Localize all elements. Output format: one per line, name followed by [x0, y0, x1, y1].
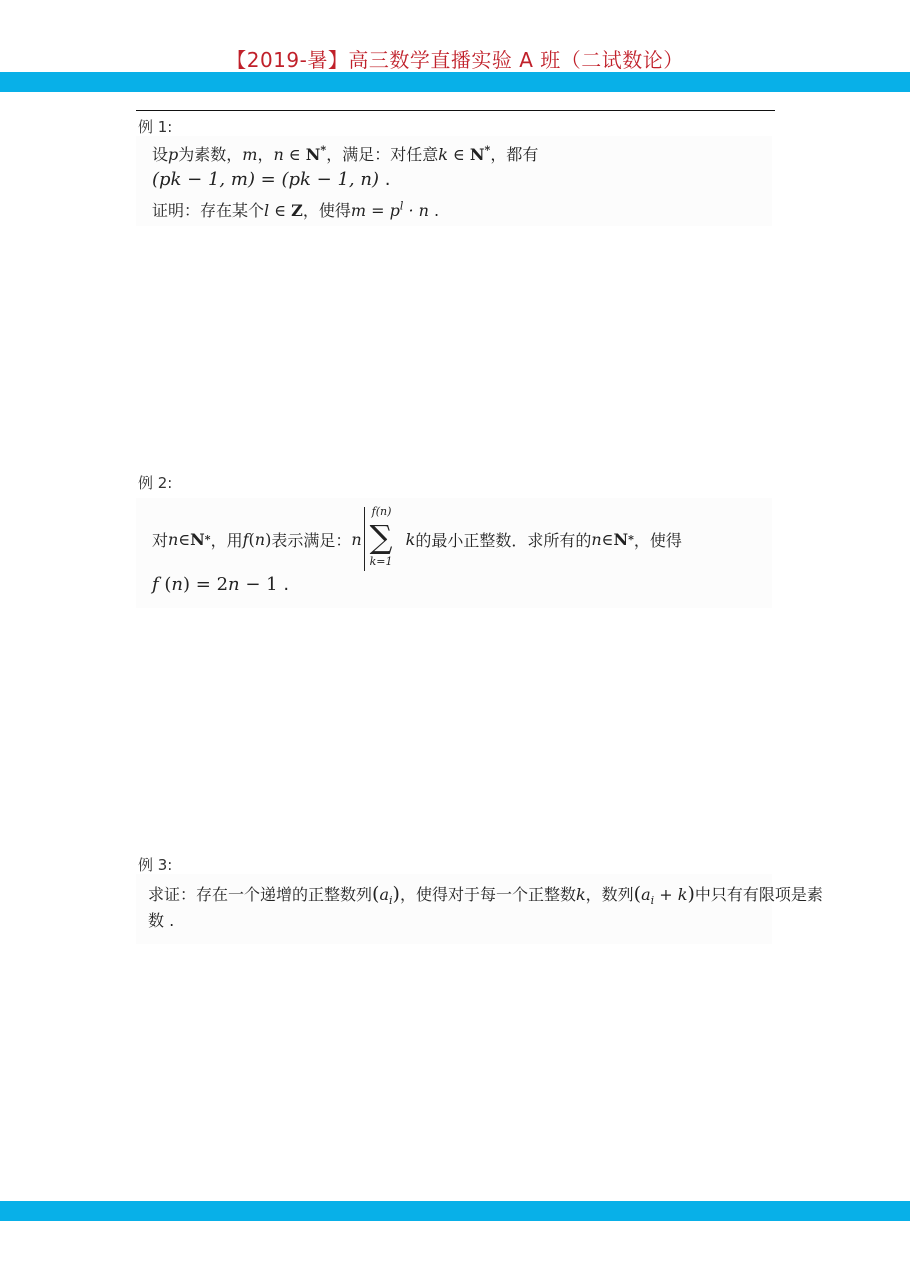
math-paren: (	[158, 574, 172, 595]
text: ，使得	[633, 530, 682, 550]
text: 数 .	[148, 911, 175, 930]
math-n: n	[351, 529, 362, 549]
text: .	[378, 169, 391, 190]
math-l: l	[264, 201, 270, 220]
text: .	[277, 574, 290, 595]
math-dot-n: · n	[403, 201, 429, 220]
text: 设	[152, 145, 169, 164]
example-1-problem	[136, 136, 772, 226]
math-paren: (	[372, 883, 380, 905]
math-k: k	[575, 885, 586, 904]
header-rule	[136, 110, 775, 111]
header-color-band	[0, 72, 910, 92]
math-in: ∈	[178, 529, 191, 549]
sum-upper-limit: f(n)	[371, 505, 392, 518]
sum-lower-limit: k=1	[369, 555, 393, 568]
math-m: m	[242, 145, 258, 164]
example-2-label: 例 2:	[138, 474, 173, 492]
math-subscript-i: i	[388, 894, 393, 908]
math-star: *	[484, 143, 491, 157]
divides-sum-expression	[362, 507, 406, 571]
example-2-line-1	[152, 506, 682, 572]
math-f: f	[242, 529, 249, 549]
text: 的最小正整数．求所有的	[415, 530, 592, 550]
example-3-label: 例 3:	[138, 856, 173, 874]
math-a: a	[641, 885, 651, 904]
page-header-title: 【2019-暑】高三数学直播实验 A 班（二试数论）	[226, 48, 684, 72]
math-naturals: N	[305, 145, 321, 164]
text: 对	[152, 530, 169, 550]
text: 表示满足：	[271, 530, 352, 550]
math-plus: +	[654, 885, 678, 904]
math-n: n	[254, 529, 266, 549]
math-n: n	[273, 145, 284, 164]
math-star: *	[628, 532, 634, 546]
text: ，都有	[490, 145, 539, 164]
math-k: k	[438, 145, 448, 164]
text: 证明：存在某个	[152, 201, 265, 220]
text: ，使得对于每一个正整数	[399, 885, 576, 904]
math-k: k	[405, 529, 416, 549]
math-a: a	[379, 885, 389, 904]
sum-sigma: ∑	[369, 518, 393, 556]
math-in: ∈	[269, 201, 292, 220]
footer-color-band	[0, 1201, 910, 1221]
example-3-line-1	[148, 882, 823, 907]
math-star: *	[204, 532, 211, 546]
math-k: k	[677, 885, 688, 904]
text: 求证：存在一个递增的正整数列	[148, 885, 373, 904]
example-3-problem	[136, 874, 823, 944]
math-f: f	[152, 574, 159, 595]
math-paren: (	[248, 529, 255, 549]
math-paren: )	[265, 529, 272, 549]
math-n: n	[228, 574, 240, 595]
math-m-equals-p: m = p	[350, 201, 400, 220]
example-2-problem	[136, 498, 772, 608]
example-1-line-3	[152, 198, 439, 221]
divides-bar	[364, 507, 365, 571]
math-naturals: N	[613, 529, 629, 549]
text: ，用	[210, 530, 243, 550]
math-p: p	[168, 145, 179, 164]
math-gcd-equation: (pk − 1, m) = (pk − 1, n)	[152, 169, 379, 190]
math-naturals: N	[469, 145, 485, 164]
example-1-label: 例 1:	[138, 118, 173, 136]
math-exponent-l: l	[399, 199, 404, 213]
math-n: n	[171, 574, 184, 595]
math-n: n	[591, 529, 602, 549]
text: ，数列	[585, 885, 634, 904]
text: ，满足：对任意	[326, 145, 439, 164]
text: 为素数，	[178, 145, 243, 164]
text: ，	[257, 145, 274, 164]
example-2-line-2	[152, 574, 289, 595]
math-in: ∈	[283, 145, 306, 164]
math-integers: Z	[291, 201, 303, 220]
text: ，使得	[302, 201, 351, 220]
text: .	[428, 201, 440, 220]
math-subscript-i: i	[650, 894, 655, 908]
example-1-line-1	[152, 142, 538, 165]
math-paren: )	[392, 883, 400, 905]
math-paren: (	[633, 883, 642, 905]
math-in: ∈	[447, 145, 470, 164]
math-minus-1: − 1	[239, 574, 278, 595]
example-1-line-2	[152, 169, 390, 190]
text: 中只有有限项是素	[694, 885, 823, 904]
math-star: *	[320, 143, 327, 157]
math-equals-2: ) = 2	[183, 574, 229, 595]
math-n: n	[168, 529, 179, 549]
math-in: ∈	[601, 529, 614, 549]
math-paren: )	[687, 883, 695, 905]
example-3-line-2	[148, 908, 174, 931]
math-naturals: N	[190, 529, 205, 549]
